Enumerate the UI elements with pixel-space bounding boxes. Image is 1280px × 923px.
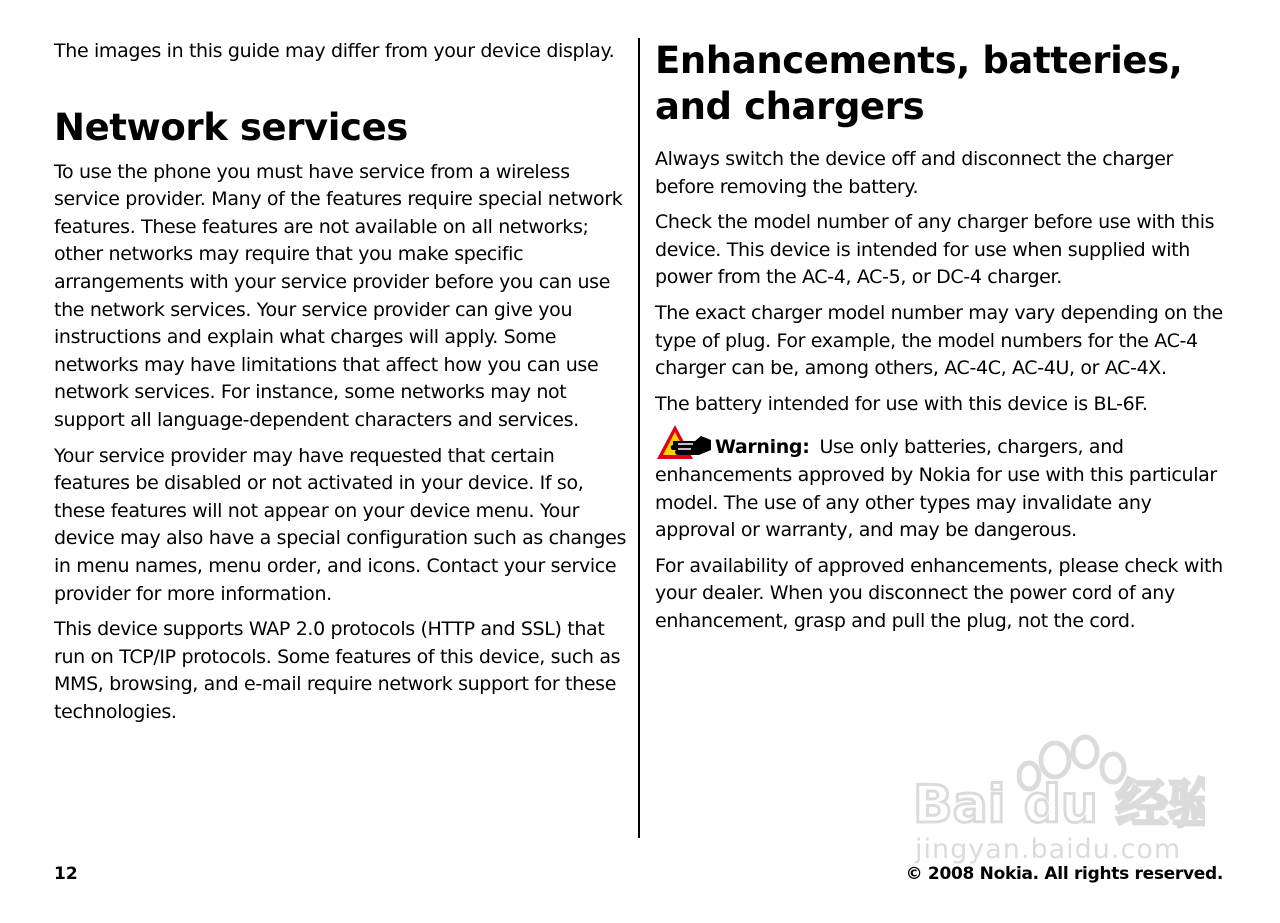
baidu-watermark — [905, 730, 1205, 870]
enhancements-paragraph-2: Check the model number of any charger before use with this device. This device is intended for use when supplied with power from the AC-4, AC-5, or DC-4 charger. — [655, 211, 1215, 289]
baidu-paw-logo — [905, 730, 1205, 840]
intro-note: The images in this guide may differ from your device display. — [54, 40, 615, 62]
enhancements-paragraph-1: Always switch the device off and disconnect the charger before removing the battery. — [655, 148, 1173, 198]
network-paragraph-2: Your service provider may have requested that certain features be disabled or not activated in your device. If so, these features will not appear on your device menu. Your device may also have a special configuration such as changes in menu names, menu order, and icons. Contact your service provider for more information. — [54, 444, 626, 605]
right-column — [655, 38, 1233, 644]
warning-text: Use only batteries, chargers, and enhancements approved by Nokia for use with this particular model. The use of any other types may invalidate any approval or warranty, and may be dangerous. — [655, 436, 1217, 542]
warning-hand-icon — [655, 423, 713, 461]
column-divider — [638, 38, 640, 838]
network-paragraph-3: This device supports WAP 2.0 protocols (HTTP and SSL) that run on TCP/IP protocols. Some features of this device, such as MMS, browsing, and e-mail require network support for these technologies. — [54, 618, 621, 723]
enhancements-final-paragraph: For availability of approved enhancements, please check with your dealer. When you disconnect the power cord of any enhancement, grasp and pull the plug, not the cord. — [655, 554, 1223, 632]
enhancements-paragraph-4: The battery intended for use with this device is BL-6F. — [655, 392, 1148, 415]
left-column — [54, 38, 626, 734]
watermark-url: jingyan.baidu.com — [915, 834, 1182, 865]
copyright-notice: © 2008 Nokia. All rights reserved. — [905, 864, 1223, 884]
warning-block — [655, 434, 1233, 544]
network-paragraph-1: To use the phone you must have service from a wireless service provider. Many of the features require special network features. These features are not available on all networks; other networks may require that you make specific arrangements with your service provider before you can use the network services. Your service provider can give you instructions and explain what charges will apply. Some networks may have limitations that affect how you can use network services. For instance, some networks may not support all language-dependent characters and services. — [54, 160, 623, 431]
enhancements-paragraph-3: The exact charger model number may vary depending on the type of plug. For example, the model numbers for the AC-4 charger can be, among others, AC-4C, AC-4U, or AC-4X. — [655, 301, 1223, 380]
network-services-heading: Network services — [54, 105, 408, 149]
warning-label: Warning: — [715, 436, 810, 459]
page-number: 12 — [54, 864, 78, 884]
watermark-logo-text: Bai du 经验 — [913, 775, 1205, 835]
enhancements-heading: Enhancements, batteries, and chargers — [655, 39, 1183, 128]
